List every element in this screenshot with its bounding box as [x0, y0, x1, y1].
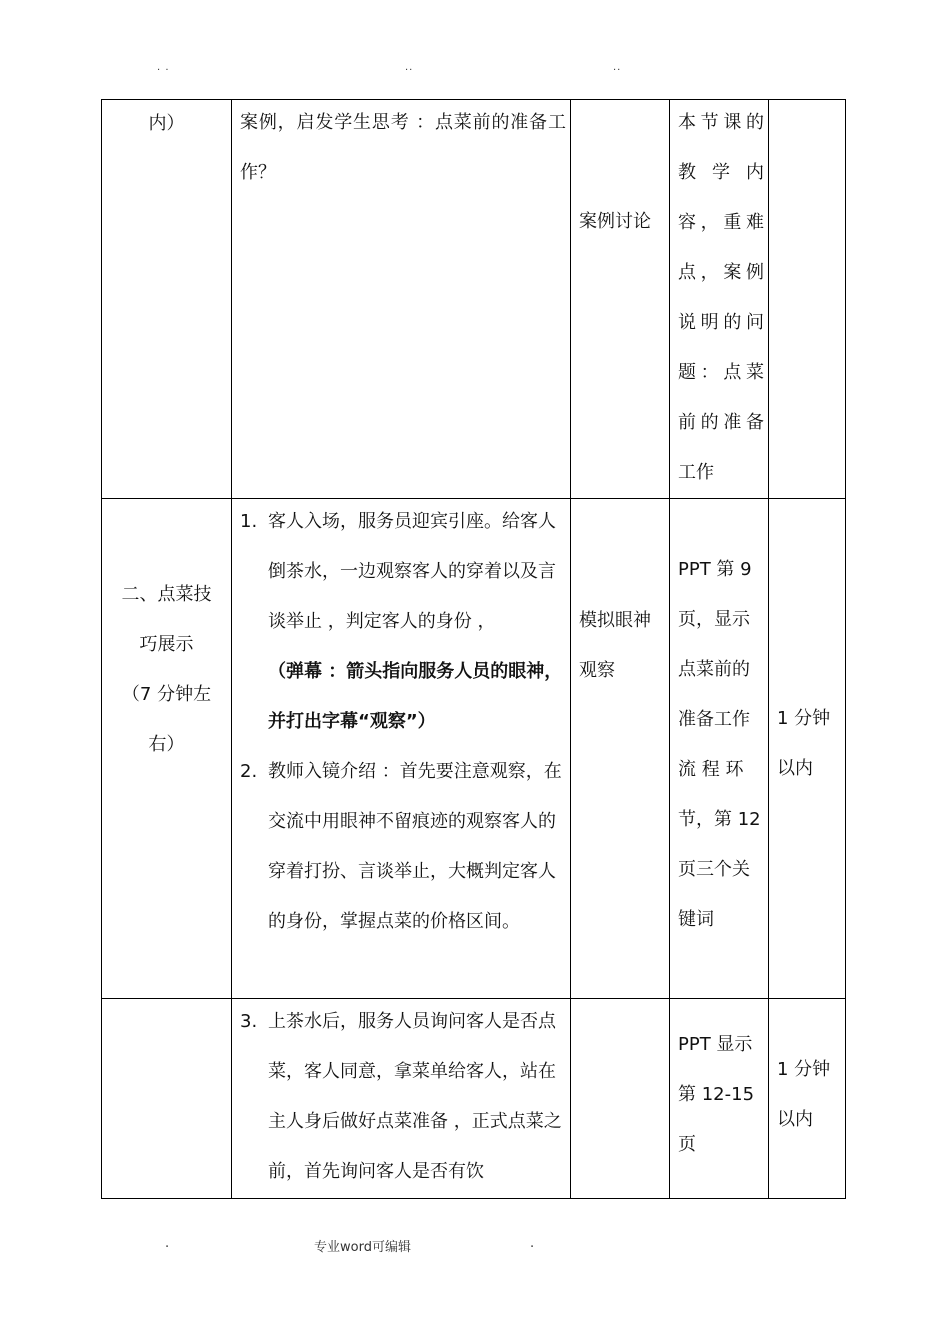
- header-dots-right: ..: [613, 62, 622, 73]
- item-text: 客人入场，服务员迎宾引座。给客人倒茶水，一边观察客人的穿着以及言谈举止 ，判定客人的身份 ，: [268, 511, 556, 632]
- stage-text: 内）: [148, 113, 185, 134]
- footer-dot-right: .: [530, 1236, 535, 1251]
- list-item: [240, 997, 566, 1197]
- time-text: 1 分钟以内: [777, 1059, 831, 1130]
- item-text: 教师入镜介绍 ：首先要注意观察，在交流中用眼神不留痕迹的观察客人的穿着打扮、言谈举止，大概判定客人的身份，掌握点菜的价格区间。: [268, 761, 562, 932]
- method-cell: [571, 999, 670, 1199]
- method-cell: [571, 499, 670, 999]
- stage-cell: [102, 999, 232, 1199]
- media-cell: [670, 100, 769, 499]
- media-cell: [670, 499, 769, 999]
- steps-list: [240, 997, 566, 1197]
- header-dots-middle: ..: [405, 62, 414, 73]
- media-text: PPT 显示第 12-15 页: [678, 1034, 755, 1155]
- list-item: [240, 747, 566, 947]
- table-row: [102, 999, 846, 1199]
- stage-duration: （7 分钟左右）: [121, 684, 212, 755]
- time-cell: [769, 100, 846, 499]
- media-cell: [670, 999, 769, 1199]
- media-text: PPT 第 9 页，显示点菜前的准备工作流 程 环节，第 12 页三个关键词: [678, 559, 761, 930]
- item-note-bold: （弹幕 ：箭头指向服务人员的眼神，并打出字幕“观察”）: [268, 661, 563, 732]
- footer-caption: 专业word可编辑: [314, 1240, 411, 1255]
- list-item: [240, 497, 566, 747]
- steps-list: [240, 497, 566, 947]
- item-number: 2.: [240, 761, 258, 782]
- method-text: 模拟眼神观察: [579, 610, 651, 681]
- header-dots-left: . .: [157, 62, 170, 73]
- content-text: 案例，启发学生思考 ：点菜前的准备工作？: [240, 112, 566, 183]
- time-text: 1 分钟以内: [777, 708, 831, 779]
- media-text: 本节课的教学内容，重难点，案例说明的问题：点菜前的准备工作: [678, 112, 764, 483]
- content-cell: [232, 100, 571, 499]
- stage-cell: [102, 100, 232, 499]
- time-cell: [769, 999, 846, 1199]
- content-cell: [232, 499, 571, 999]
- table-row: [102, 499, 846, 999]
- lesson-plan-table: [101, 99, 846, 1199]
- stage-cell: [102, 499, 232, 999]
- item-number: 1.: [240, 511, 258, 532]
- method-text: 案例讨论: [579, 211, 651, 232]
- item-number: 3.: [240, 1011, 258, 1032]
- table-row: [102, 100, 846, 499]
- time-cell: [769, 499, 846, 999]
- content-cell: [232, 999, 571, 1199]
- item-text: 上茶水后，服务人员询问客人是否点菜，客人同意，拿菜单给客人，站在主人身后做好点菜准备 ，正式点菜之前，首先询问客人是否有饮: [268, 1011, 562, 1182]
- method-cell: [571, 100, 670, 499]
- footer-dot-left: .: [165, 1236, 170, 1251]
- stage-title: 二、点菜技巧展示: [121, 584, 212, 655]
